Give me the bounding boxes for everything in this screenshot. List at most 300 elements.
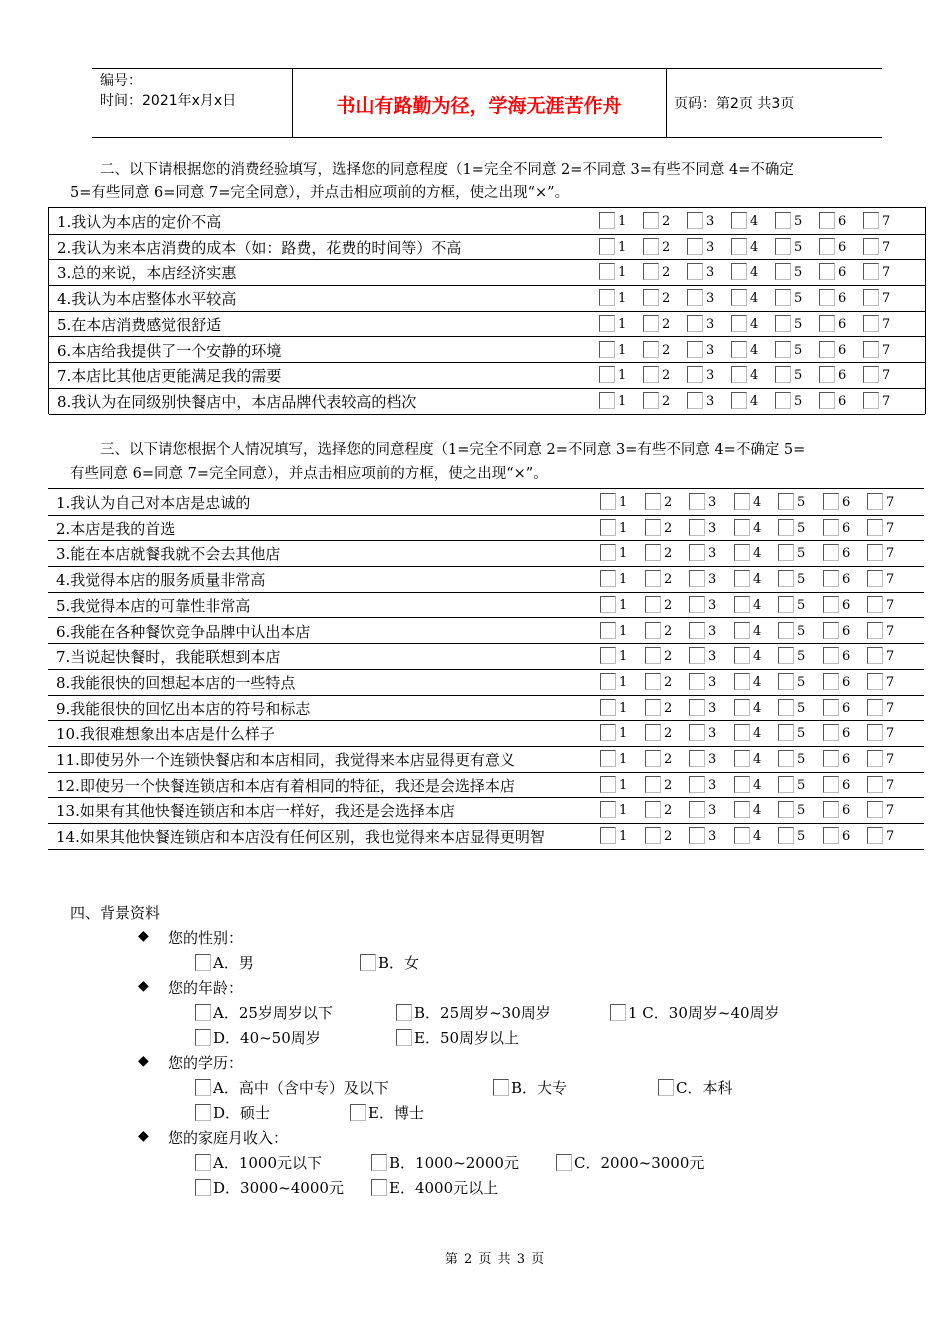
checkbox[interactable] [823,801,839,818]
question-text: 12.即使另一个快餐连锁店和本店有着相同的特征，我还是会选择本店 [56,776,515,795]
checkbox[interactable] [600,750,616,767]
income-question: 您的家庭月收入： [168,1129,289,1147]
checkbox[interactable] [731,263,747,280]
rating-number: 6 [842,803,851,819]
checkbox[interactable] [600,622,616,639]
checkbox[interactable] [867,801,883,818]
checkbox[interactable] [775,212,791,229]
checkbox[interactable] [600,596,616,613]
checkbox[interactable] [867,750,883,767]
checkbox[interactable] [823,519,839,536]
rating-number: 6 [838,239,847,255]
checkbox[interactable] [731,366,747,383]
rating-number: 2 [664,572,673,588]
checkbox[interactable] [819,341,835,358]
table-row [48,720,924,747]
checkbox[interactable] [863,212,879,229]
rating-number: 5 [797,597,806,613]
checkbox[interactable] [645,570,661,587]
checkbox[interactable] [687,392,703,409]
rating-number: 7 [886,777,895,793]
checkbox[interactable] [689,673,705,690]
table-row [48,566,924,593]
rating-number: 2 [662,393,671,409]
checkbox[interactable] [643,392,659,409]
checkbox[interactable] [734,622,750,639]
checkbox[interactable] [600,647,616,664]
checkbox[interactable] [493,1079,509,1096]
rating-number: 5 [797,674,806,690]
rating-number: 5 [797,829,806,845]
rating-number: 1 [619,700,628,716]
question-text: 1.我认为自己对本店是忠诚的 [56,494,251,512]
question-text: 3.能在本店就餐我就不会去其他店 [56,545,281,564]
education-option-b[interactable]: B．大专 [493,1077,567,1098]
income-option-b[interactable]: B．1000~2000元 [371,1152,519,1173]
checkbox[interactable] [734,647,750,664]
gender-option-b[interactable]: B．女 [360,952,419,973]
checkbox[interactable] [600,493,616,510]
checkbox[interactable] [819,263,835,280]
rating-number: 6 [842,752,851,767]
rating-number: 3 [706,342,715,358]
table-row [48,643,924,670]
rating-number: 2 [664,674,673,690]
checkbox[interactable] [645,622,661,639]
rating-number: 6 [842,777,851,793]
rating-number: 6 [842,623,851,639]
question-text: 5.我觉得本店的可靠性非常高 [56,596,251,615]
checkbox[interactable] [823,647,839,664]
question-text: 5.在本店消费感觉很舒适 [57,315,222,334]
checkbox[interactable] [734,801,750,818]
checkbox[interactable] [195,1004,211,1021]
age-option-c[interactable]: 1 C．30周岁~40周岁 [610,1002,780,1023]
rating-number: 1 [619,803,628,819]
rating-number: 4 [753,572,762,588]
checkbox[interactable] [600,827,616,844]
checkbox[interactable] [371,1179,387,1196]
rating-number: 4 [753,546,762,562]
checkbox[interactable] [600,724,616,741]
rating-number: 1 [619,726,628,742]
rating-number: 4 [750,393,759,409]
checkbox[interactable] [734,673,750,690]
rating-number: 1 [618,393,627,409]
checkbox[interactable] [599,238,615,255]
checkbox[interactable] [687,238,703,255]
rating-number: 1 [619,572,628,588]
checkbox[interactable] [819,212,835,229]
checkbox[interactable] [689,544,705,561]
checkbox[interactable] [778,596,794,613]
rating-number: 2 [664,597,673,613]
checkbox[interactable] [867,570,883,587]
checkbox[interactable] [689,596,705,613]
checkbox[interactable] [734,724,750,741]
education-option-c[interactable]: C．本科 [658,1077,732,1098]
education-option-d[interactable]: D．硕士 [195,1102,270,1123]
gender-option-a[interactable]: A．男 [195,952,254,973]
checkbox[interactable] [643,263,659,280]
checkbox[interactable] [775,366,791,383]
checkbox[interactable] [734,776,750,793]
rating-number: 3 [706,239,715,255]
checkbox[interactable] [600,699,616,716]
header-divider-right [666,69,667,137]
rating-number: 5 [794,214,803,229]
rating-number: 5 [794,342,803,358]
time-label: 时间：2021年x月x日 [100,93,237,109]
checkbox[interactable] [643,289,659,306]
rating-number: 4 [753,520,762,536]
checkbox[interactable] [689,724,705,741]
rating-number: 1 [619,520,628,536]
checkbox[interactable] [734,519,750,536]
rating-number: 3 [706,291,715,307]
rating-number: 2 [662,214,671,229]
checkbox[interactable] [819,392,835,409]
checkbox[interactable] [600,801,616,818]
checkbox[interactable] [687,315,703,332]
rating-number: 4 [750,265,759,281]
rating-number: 7 [886,726,895,742]
rating-number: 2 [662,265,671,281]
checkbox[interactable] [775,315,791,332]
rating-number: 7 [882,342,891,358]
checkbox[interactable] [599,289,615,306]
checkbox[interactable] [195,1079,211,1096]
checkbox[interactable] [867,776,883,793]
age-option-b[interactable]: B．25周岁~30周岁 [396,1002,551,1023]
checkbox[interactable] [643,315,659,332]
checkbox[interactable] [689,699,705,716]
rating-number: 6 [838,265,847,281]
checkbox[interactable] [778,544,794,561]
checkbox[interactable] [734,570,750,587]
checkbox[interactable] [645,544,661,561]
rating-number: 4 [750,368,759,384]
checkbox[interactable] [823,596,839,613]
checkbox[interactable] [778,699,794,716]
checkbox[interactable] [645,493,661,510]
checkbox[interactable] [731,341,747,358]
checkbox[interactable] [643,212,659,229]
checkbox[interactable] [556,1154,572,1171]
checkbox[interactable] [645,776,661,793]
checkbox[interactable] [689,776,705,793]
table-row [48,797,924,824]
checkbox[interactable] [645,750,661,767]
checkbox[interactable] [645,647,661,664]
checkbox[interactable] [863,315,879,332]
checkbox[interactable] [778,673,794,690]
rating-number: 1 [619,649,628,665]
checkbox[interactable] [195,954,211,971]
checkbox[interactable] [689,519,705,536]
rating-number: 1 [619,597,628,613]
age-option-e[interactable]: E．50周岁以上 [396,1027,519,1048]
checkbox[interactable] [819,315,835,332]
checkbox[interactable] [687,366,703,383]
checkbox[interactable] [823,570,839,587]
rating-number: 2 [664,700,673,716]
checkbox[interactable] [734,493,750,510]
checkbox[interactable] [778,827,794,844]
checkbox[interactable] [778,801,794,818]
checkbox[interactable] [643,238,659,255]
checkbox[interactable] [600,519,616,536]
checkbox[interactable] [689,801,705,818]
rating-number: 6 [842,726,851,742]
rating-number: 5 [797,546,806,562]
checkbox[interactable] [778,519,794,536]
checkbox[interactable] [778,776,794,793]
rating-number: 1 [618,342,627,358]
checkbox[interactable] [645,519,661,536]
rating-number: 3 [706,368,715,384]
table-row [48,695,924,722]
education-option-e[interactable]: E．博士 [350,1102,424,1123]
checkbox[interactable] [819,238,835,255]
checkbox[interactable] [867,596,883,613]
rating-number: 1 [619,546,628,562]
checkbox[interactable] [645,596,661,613]
question-text: 11.即使另外一个连锁快餐店和本店相同，我觉得来本店显得更有意义 [56,751,515,769]
checkbox[interactable] [610,1004,626,1021]
checkbox[interactable] [195,1154,211,1171]
checkbox[interactable] [689,622,705,639]
checkbox[interactable] [734,827,750,844]
checkbox[interactable] [867,647,883,664]
checkbox[interactable] [823,493,839,510]
checkbox[interactable] [645,673,661,690]
checkbox[interactable] [734,750,750,767]
checkbox[interactable] [867,827,883,844]
rating-number: 5 [797,700,806,716]
section3-rating-table [48,488,924,849]
checkbox[interactable] [863,366,879,383]
age-option-d[interactable]: D．40~50周岁 [195,1027,321,1048]
rating-number: 7 [882,316,891,332]
checkbox[interactable] [863,263,879,280]
checkbox[interactable] [867,519,883,536]
checkbox[interactable] [600,544,616,561]
rating-number: 2 [662,239,671,255]
checkbox[interactable] [600,570,616,587]
checkbox[interactable] [823,827,839,844]
checkbox[interactable] [599,366,615,383]
checkbox[interactable] [778,493,794,510]
checkbox[interactable] [863,238,879,255]
question-text: 13.如果有其他快餐连锁店和本店一样好，我还是会选择本店 [56,802,455,821]
checkbox[interactable] [371,1154,387,1171]
checkbox[interactable] [645,724,661,741]
rating-number: 3 [708,700,717,716]
checkbox[interactable] [599,212,615,229]
number-label: 编号： [100,73,142,89]
checkbox[interactable] [600,776,616,793]
checkbox[interactable] [731,212,747,229]
checkbox[interactable] [643,341,659,358]
rating-number: 4 [750,214,759,229]
income-option-e[interactable]: E．4000元以上 [371,1177,498,1198]
checkbox[interactable] [689,647,705,664]
checkbox[interactable] [643,366,659,383]
checkbox[interactable] [867,622,883,639]
rating-number: 3 [708,495,717,510]
checkbox[interactable] [823,673,839,690]
checkbox[interactable] [775,392,791,409]
income-option-a[interactable]: A．1000元以下 [195,1152,322,1173]
checkbox[interactable] [734,596,750,613]
checkbox[interactable] [195,1029,211,1046]
checkbox[interactable] [689,570,705,587]
checkbox[interactable] [778,622,794,639]
education-option-a[interactable]: A．高中（含中专）及以下 [195,1077,389,1098]
rating-number: 5 [794,291,803,307]
checkbox[interactable] [775,289,791,306]
rating-number: 4 [750,239,759,255]
question-text: 14.如果其他快餐连锁店和本店没有任何区别，我也觉得来本店显得更明智 [56,828,545,847]
checkbox[interactable] [778,647,794,664]
checkbox[interactable] [778,750,794,767]
rating-number: 3 [708,623,717,639]
checkbox[interactable] [731,289,747,306]
checkbox[interactable] [599,392,615,409]
checkbox[interactable] [867,724,883,741]
checkbox[interactable] [599,263,615,280]
rating-number: 2 [662,368,671,384]
checkbox[interactable] [687,263,703,280]
table-row [48,669,924,696]
checkbox[interactable] [658,1079,674,1096]
question-text: 4.我认为本店整体水平较高 [57,290,237,309]
checkbox[interactable] [687,212,703,229]
table-row [49,311,925,338]
checkbox[interactable] [689,750,705,767]
checkbox[interactable] [867,544,883,561]
checkbox[interactable] [689,827,705,844]
checkbox[interactable] [360,954,376,971]
checkbox[interactable] [734,544,750,561]
rating-number: 4 [753,597,762,613]
checkbox[interactable] [823,776,839,793]
checkbox[interactable] [731,392,747,409]
checkbox[interactable] [867,699,883,716]
checkbox[interactable] [778,724,794,741]
rating-number: 5 [797,777,806,793]
rating-number: 4 [750,316,759,332]
rating-number: 4 [753,726,762,742]
rating-number: 6 [838,393,847,409]
checkbox[interactable] [195,1104,211,1121]
table-row [49,234,925,261]
rating-number: 4 [753,495,762,510]
checkbox[interactable] [867,673,883,690]
age-option-a[interactable]: A．25岁周岁以下 [195,1002,333,1023]
income-option-d[interactable]: D．3000~4000元 [195,1177,344,1198]
rating-number: 7 [886,649,895,665]
checkbox[interactable] [819,366,835,383]
rating-number: 1 [619,752,628,767]
rating-number: 5 [797,520,806,536]
checkbox[interactable] [775,263,791,280]
checkbox[interactable] [823,699,839,716]
checkbox[interactable] [195,1179,211,1196]
checkbox[interactable] [350,1104,366,1121]
table-row [48,823,924,850]
checkbox[interactable] [731,238,747,255]
checkbox[interactable] [396,1029,412,1046]
checkbox[interactable] [823,750,839,767]
checkbox[interactable] [823,622,839,639]
rating-number: 2 [664,726,673,742]
checkbox[interactable] [778,570,794,587]
rating-number: 4 [753,674,762,690]
checkbox[interactable] [689,493,705,510]
checkbox[interactable] [863,341,879,358]
header-meta [100,71,300,111]
checkbox[interactable] [734,699,750,716]
checkbox[interactable] [645,827,661,844]
rating-number: 3 [706,393,715,409]
checkbox[interactable] [645,801,661,818]
checkbox[interactable] [863,392,879,409]
income-option-c[interactable]: C．2000~3000元 [556,1152,704,1173]
rating-number: 7 [882,368,891,384]
rating-number: 4 [750,291,759,307]
rating-number: 2 [662,291,671,307]
rating-number: 1 [619,674,628,690]
rating-number: 1 [619,495,628,510]
checkbox[interactable] [775,341,791,358]
checkbox[interactable] [731,315,747,332]
checkbox[interactable] [599,341,615,358]
checkbox[interactable] [775,238,791,255]
rating-number: 4 [753,803,762,819]
rating-number: 3 [708,752,717,767]
rating-number: 5 [797,623,806,639]
age-question: 您的年龄： [168,979,244,997]
question-text: 2.本店是我的首选 [56,519,176,538]
rating-number: 2 [664,495,673,510]
document-header [92,68,882,138]
checkbox[interactable] [687,341,703,358]
checkbox[interactable] [867,493,883,510]
rating-number: 7 [882,214,891,229]
rating-number: 6 [838,291,847,307]
rating-number: 3 [708,546,717,562]
checkbox[interactable] [687,289,703,306]
checkbox[interactable] [863,289,879,306]
checkbox[interactable] [823,724,839,741]
page-footer: 第 2 页 共 3 页 [444,1252,546,1267]
page-info: 页码：第2页 共3页 [674,96,795,112]
rating-number: 5 [797,726,806,742]
rating-number: 2 [662,316,671,332]
question-text: 8.我认为在同级别快餐店中，本店品牌代表较高的档次 [57,392,417,411]
checkbox[interactable] [645,699,661,716]
section2-rating-table [48,207,926,414]
checkbox[interactable] [823,544,839,561]
section3-intro-line1: 三、以下请您根据个人情况填写，选择您的同意程度（1=完全不同意 2=不同意 3=有些不同意 4=不确定 5= [100,442,806,458]
checkbox[interactable] [599,315,615,332]
checkbox[interactable] [819,289,835,306]
checkbox[interactable] [600,673,616,690]
rating-number: 7 [886,495,895,510]
checkbox[interactable] [396,1004,412,1021]
